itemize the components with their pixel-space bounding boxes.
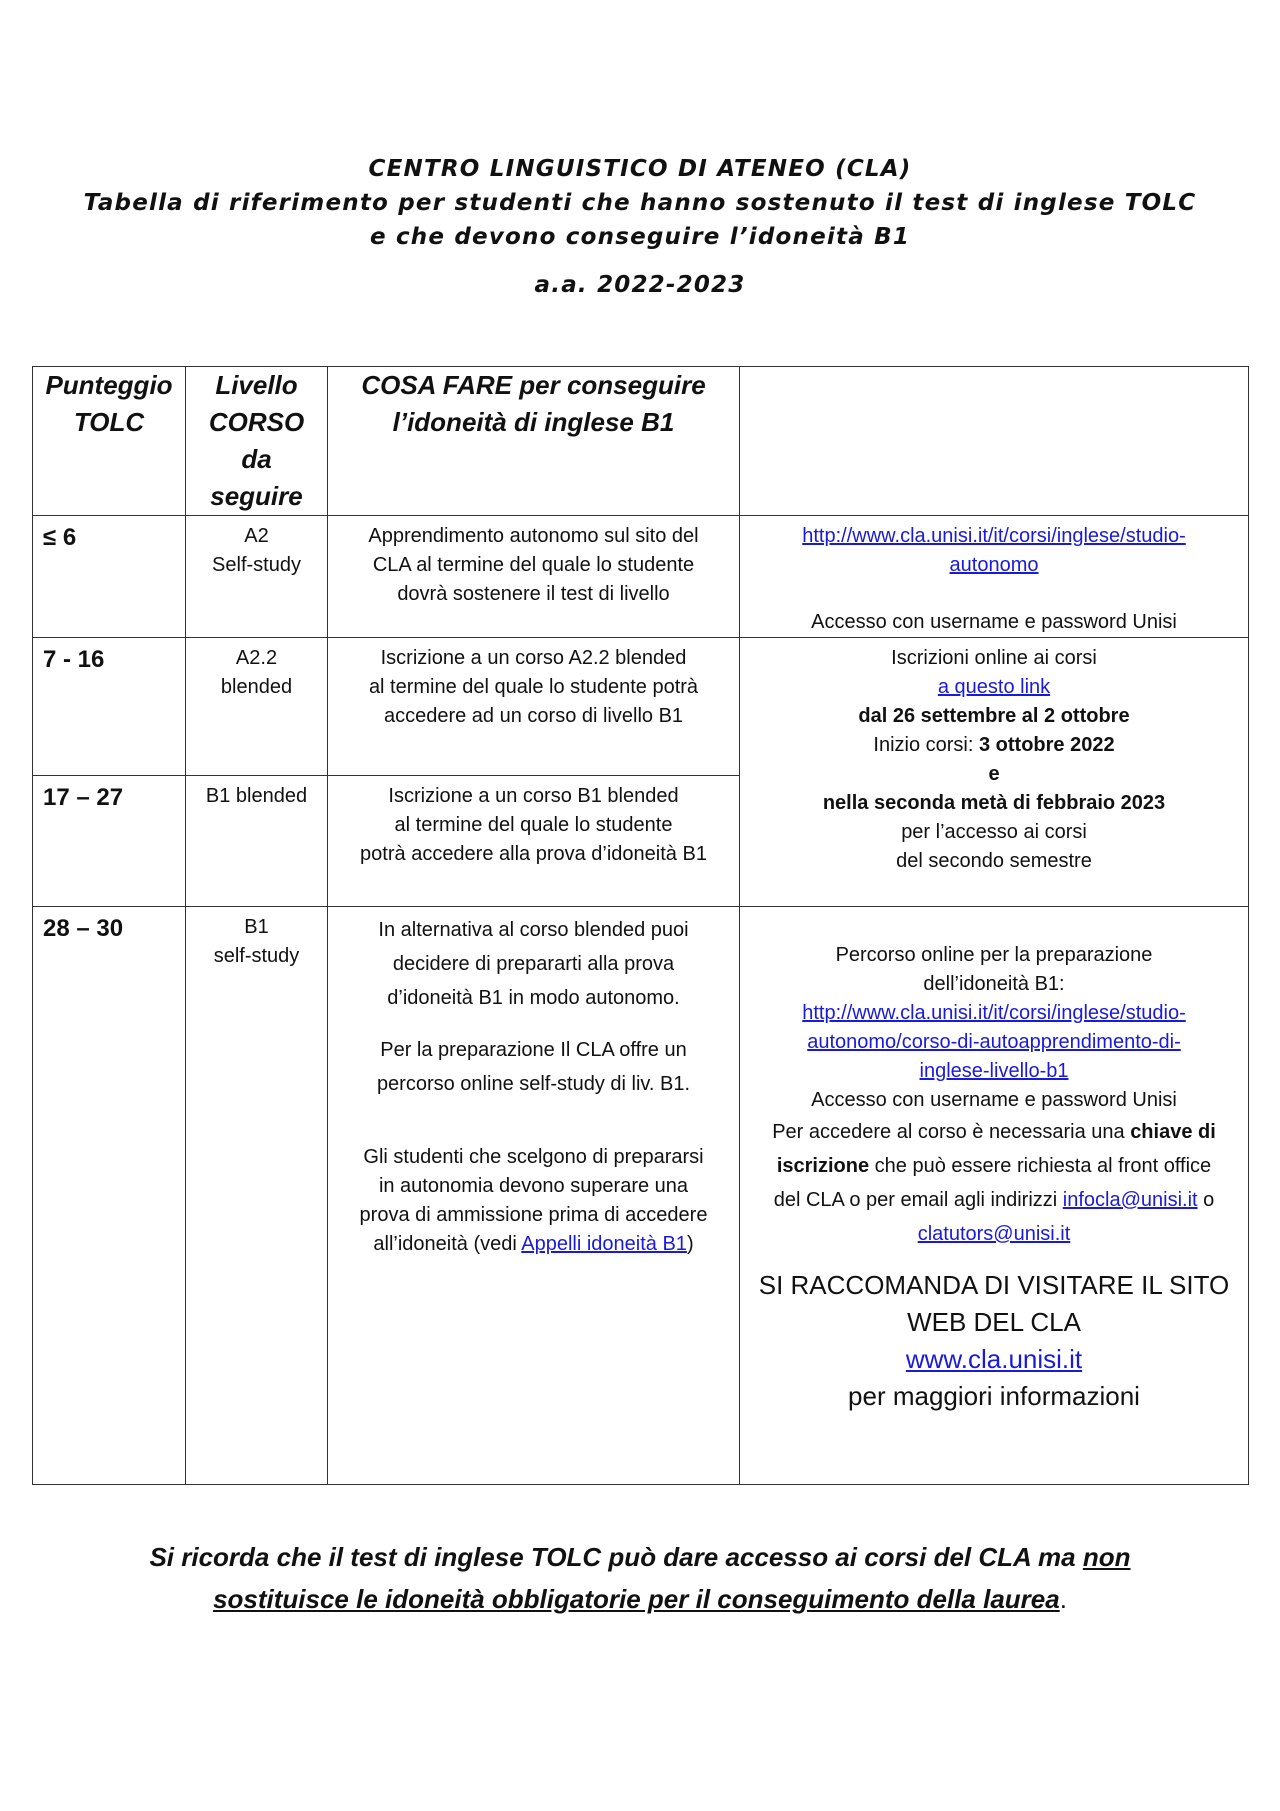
header-title: CENTRO LINGUISTICO DI ATENEO (CLA) (368, 156, 912, 182)
score-cell: 7 - 16 (33, 638, 186, 776)
header-subtitle-2: e che devono conseguire l’idoneità B1 (369, 224, 911, 250)
footer-note: Si ricorda che il test di inglese TOLC può dare accesso ai corsi del CLA ma non sostituisce le idoneità obbligatorie per il conseguimento della laurea. (149, 1542, 1131, 1614)
header-info (740, 367, 1249, 516)
recommend-text: SI RACCOMANDA DI VISITARE IL SITO (758, 1270, 1230, 1300)
header-level: Livello CORSO da seguire (186, 367, 328, 516)
header-subtitle: Tabella di riferimento per studenti che hanno sostenuto il test di inglese TOLC (83, 190, 1197, 216)
level-cell: B1 blended (186, 776, 328, 907)
cla-site-link[interactable]: www.cla.unisi.it (905, 1344, 1083, 1374)
second-semester-period: nella seconda metà di febbraio 2023 (822, 792, 1166, 814)
table-row (33, 638, 1249, 776)
score-cell: ≤ 6 (33, 516, 186, 638)
access-note: Accesso con username e password Unisi (811, 1089, 1177, 1111)
what-cell: Apprendimento autonomo sul sito del CLA al termine del quale lo studente dovrà sostenere il test di livello (328, 516, 740, 638)
header-score: Punteggio TOLC (33, 367, 186, 516)
what-cell: Iscrizione a un corso B1 blended al termine del quale lo studente potrà accedere alla prova d’idoneità B1 (328, 776, 740, 907)
table-header-row (33, 367, 1249, 516)
access-note: Accesso con username e password Unisi (811, 611, 1177, 633)
table-row (33, 516, 1249, 638)
level-cell: B1 self-study (186, 907, 328, 1485)
enrollment-info-cell: Iscrizioni online ai corsi a questo link dal 26 settembre al 2 ottobre Inizio corsi: 3 ottobre 2022 e nella seconda metà di febbraio 2023 per l’accesso ai corsi del secondo semestre (740, 638, 1249, 907)
score-cell: 17 – 27 (33, 776, 186, 907)
academic-year: a.a. 2022-2023 (534, 272, 746, 298)
self-study-link[interactable]: http://www.cla.unisi.it/it/corsi/inglese/studio- autonomo (802, 525, 1186, 576)
enrollment-dates: dal 26 settembre al 2 ottobre (858, 705, 1130, 727)
what-cell: Iscrizione a un corso A2.2 blended al termine del quale lo studente potrà accedere ad un corso di livello B1 (328, 638, 740, 776)
enrollment-link[interactable]: a questo link (937, 676, 1051, 698)
info-cell: Percorso online per la preparazione dell’idoneità B1: http://www.cla.unisi.it/it/corsi/inglese/studio- autonomo/corso-di-autoapprendimento-di- inglese-livello-b1 Accesso con username e password Unisi Per accedere al corso è necessaria una chiave di iscrizione che può essere richiesta al front office del CLA o per email agli indirizzi infocla@unisi.it o clatutors@unisi.it SI RACCOMANDA DI VISITARE IL SITO WEB DEL CLA www.cla.unisi.it per maggiori informazioni (740, 907, 1249, 1485)
level-cell: A2 Self-study (186, 516, 328, 638)
course-start-date: 3 ottobre 2022 (978, 734, 1115, 756)
what-cell: In alternativa al corso blended puoi decidere di prepararti alla prova d’idoneità B1 in modo autonomo. Per la preparazione Il CLA offre un percorso online self-study di liv. B1. Gli studenti che scelgono di prepararsi in autonomia devono superare una prova di ammissione prima di accedere all’idoneità (vedi Appelli idoneità B1) (328, 907, 740, 1485)
self-study-b1-link[interactable]: http://www.cla.unisi.it/it/corsi/inglese/studio- autonomo/corso-di-autoapprendimento-di- inglese-livello-b1 (802, 1002, 1186, 1082)
score-cell: 28 – 30 (33, 907, 186, 1485)
info-cell (740, 516, 1249, 638)
email-clatutors-link[interactable]: clatutors@unisi.it (917, 1223, 1071, 1245)
level-cell: A2.2 blended (186, 638, 328, 776)
email-infocla-link[interactable]: infocla@unisi.it (1062, 1189, 1198, 1211)
appelli-link[interactable]: Appelli idoneità B1 (521, 1233, 687, 1255)
document-header (0, 152, 1280, 302)
reference-table (32, 366, 1249, 1485)
header-what: COSA FARE per conseguire l’idoneità di inglese B1 (328, 367, 740, 516)
table-row (33, 907, 1249, 1485)
